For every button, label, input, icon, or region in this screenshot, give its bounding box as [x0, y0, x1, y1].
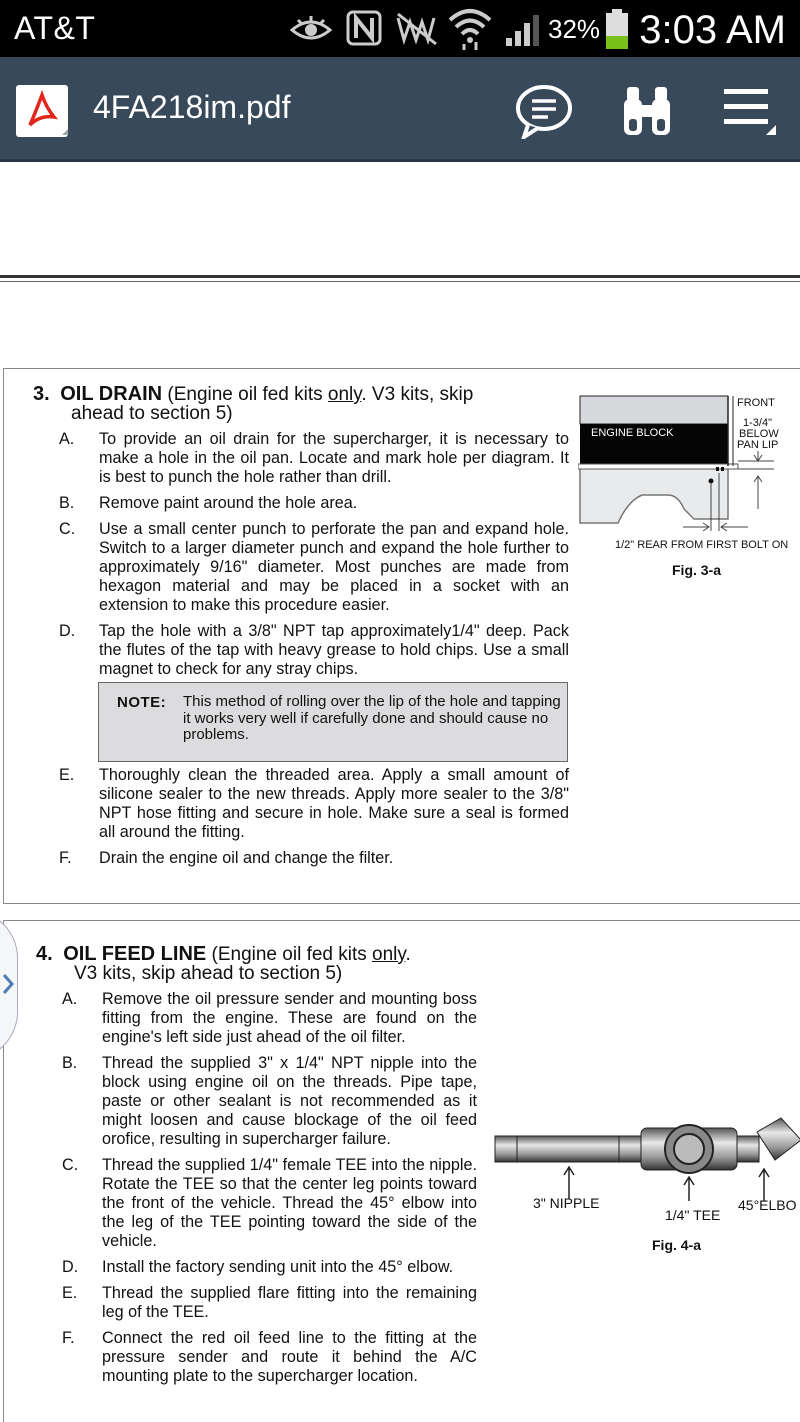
step-letter: E.	[62, 1284, 78, 1302]
step-letter: F.	[59, 849, 72, 867]
step-item	[62, 1156, 477, 1251]
step-text: Thread the supplied 1/4" female TEE into the nipple. Rotate the TEE so that the center leg points toward the front of the vehicle. Thread the 45° elbow into the leg of the TEE pointing toward the side of the vehicle.	[102, 1156, 477, 1250]
document-title: 4FA218im.pdf	[93, 89, 291, 125]
acrobat-icon	[16, 85, 68, 137]
step-text: Use a small center punch to perforate the pan and expand hole. Switch to a larger diameter punch and expand the hole further to approximately 9/16" diameter. Most punches are made from hexagon material and may be placed in a socket with an extension to make this procedure easier.	[99, 520, 569, 614]
pdf-app-icon[interactable]	[16, 85, 68, 137]
section-number: 4.	[36, 943, 53, 965]
subtitle-tail: .	[405, 944, 411, 965]
elbow-label: 45°ELBO	[738, 1197, 797, 1213]
below-label-3: PAN LIP	[737, 439, 779, 451]
subtitle: (Engine oil fed kits	[162, 384, 328, 405]
step-item	[59, 494, 569, 513]
step-text: Drain the engine oil and change the filter.	[99, 849, 394, 867]
menu-icon[interactable]	[722, 87, 778, 137]
step-letter: B.	[62, 1054, 78, 1072]
below-label-1: 1-3/4"	[743, 417, 772, 429]
step-item	[59, 430, 569, 487]
signal-icon	[504, 12, 544, 48]
section-4-heading	[36, 945, 506, 983]
step-item	[59, 766, 569, 842]
step-text: Tap the hole with a 3/8" NPT tap approximately1/4" deep. Pack the flutes of the tap with heavy grease to hold chips. Use a small magnet to check for any stray chips.	[99, 622, 569, 678]
find-binoculars-icon[interactable]	[622, 85, 672, 137]
page-rule	[0, 275, 800, 278]
rear-label: 1/2" REAR FROM FIRST BOLT ON	[615, 539, 789, 551]
battery-percent: 32%	[548, 14, 601, 44]
step-text: Thoroughly clean the threaded area. Apply a small amount of silicone sealer to the new threads. Apply more sealer to the 3/8" NPT hose fitting and secure in hole. Make sure a seal is formed all around the fitting.	[99, 766, 569, 841]
subtitle-line2: V3 kits, skip ahead to section 5)	[74, 963, 343, 984]
section-oil-feed-line	[3, 920, 800, 1422]
engine-block-label: ENGINE BLOCK	[591, 427, 674, 439]
carrier-name: AT&T	[14, 10, 96, 46]
note-box	[98, 682, 568, 762]
step-text: Install the factory sending unit into the 45° elbow.	[102, 1258, 454, 1276]
note-label: NOTE:	[117, 694, 167, 711]
step-letter: A.	[59, 430, 75, 448]
nipple-label: 3" NIPPLE	[533, 1195, 600, 1211]
note-text: This method of rolling over the lip of the hole and tapping it works very well if carefully done and should cause no problems.	[183, 693, 561, 743]
section-3-steps-continued	[59, 766, 569, 875]
step-item	[59, 520, 569, 615]
step-item	[62, 990, 477, 1047]
mute-icon	[394, 12, 440, 46]
below-label-2: BELOW	[739, 428, 779, 440]
step-text: To provide an oil drain for the supercharger, it is necessary to make a hole in the oil pan. Locate and mark hole per diagram. It is best to punch the hole rather than drill.	[99, 430, 569, 486]
section-3-heading	[33, 385, 573, 423]
figure-4a-caption: Fig. 4-a	[652, 1237, 702, 1253]
step-item	[59, 849, 569, 868]
section-title: OIL DRAIN	[60, 383, 163, 405]
section-4-steps	[62, 990, 477, 1393]
subtitle-only: only	[327, 384, 362, 405]
page-rule-thin	[0, 281, 800, 282]
step-item	[62, 1329, 477, 1386]
subtitle-line2: ahead to section 5)	[71, 403, 233, 424]
step-item	[62, 1284, 477, 1322]
tee-label: 1/4" TEE	[665, 1207, 721, 1223]
comment-icon[interactable]	[514, 83, 574, 139]
clock: 3:03 AM	[639, 8, 786, 52]
wifi-icon	[448, 6, 492, 50]
step-text: Connect the red oil feed line to the fitting at the pressure sender and route it behind the A/C mounting plate to the supercharger location.	[102, 1329, 477, 1385]
step-item	[62, 1054, 477, 1149]
app-bar-divider	[0, 159, 800, 162]
chevron-right-icon	[1, 971, 15, 997]
step-letter: D.	[62, 1258, 79, 1276]
app-bar	[0, 57, 800, 162]
step-text: Thread the supplied flare fitting into the remaining leg of the TEE.	[102, 1284, 477, 1321]
step-letter: B.	[59, 494, 75, 512]
section-number: 3.	[33, 383, 50, 405]
step-letter: C.	[62, 1156, 79, 1174]
step-item	[59, 622, 569, 679]
step-letter: F.	[62, 1329, 75, 1347]
step-letter: A.	[62, 990, 78, 1008]
section-title: OIL FEED LINE	[63, 943, 207, 965]
step-text: Remove paint around the hole area.	[99, 494, 358, 512]
section-3-steps	[59, 430, 569, 686]
front-label: FRONT	[737, 397, 775, 409]
figure-3a-diagram	[578, 391, 800, 551]
step-item	[62, 1258, 477, 1277]
step-text: Thread the supplied 3" x 1/4" NPT nipple into the block using engine oil on the threads. Pipe tape, paste or other sealant is not recommended as it might loosen and cause blockage of the oil feed orofice, resulting in supercharger failure.	[102, 1054, 477, 1148]
step-letter: D.	[59, 622, 76, 640]
status-bar	[0, 0, 800, 57]
subtitle-tail: . V3 kits, skip	[361, 384, 474, 405]
subtitle-only: only	[372, 944, 406, 965]
step-text: Remove the oil pressure sender and mounting boss fitting from the engine. These are found on the engine's left side just ahead of the oil filter.	[102, 990, 477, 1046]
section-oil-drain	[3, 368, 800, 904]
battery-icon	[604, 8, 630, 50]
nfc-icon	[346, 10, 382, 46]
step-letter: C.	[59, 520, 76, 538]
eye-icon	[290, 14, 332, 44]
figure-3a-caption: Fig. 3-a	[672, 562, 722, 578]
step-letter: E.	[59, 766, 75, 784]
subtitle: (Engine oil fed kits	[206, 944, 373, 965]
